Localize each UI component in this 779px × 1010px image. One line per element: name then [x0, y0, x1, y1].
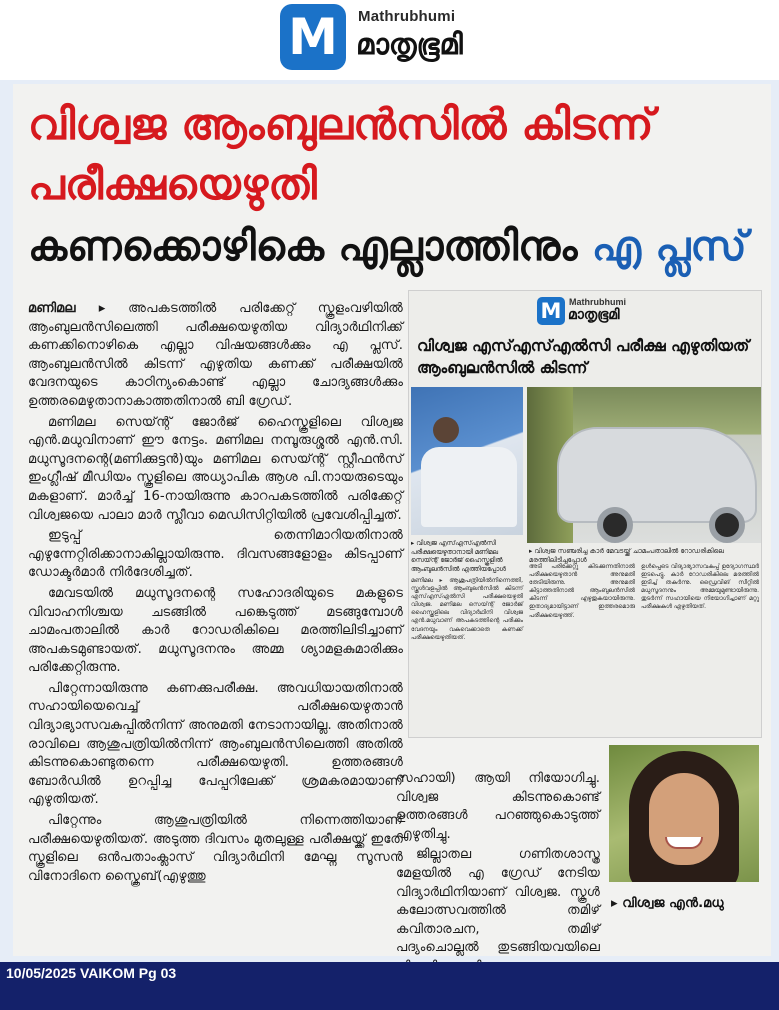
brand-name-english: Mathrubhumi: [358, 8, 456, 25]
brand-name-malayalam: മാതൃഭൂമി: [356, 27, 463, 61]
inset-photo-caption-2: ▸ വിശ്വജ സഞ്ചരിച്ച കാർ മേവടയ്ക്ക് ചാമംപതാലിൽ റോഡരികിലെ മരത്തിലിടിച്ചപ്പോൾ: [529, 547, 724, 564]
headline-line-3-text: കണക്കൊഴികെ എല്ലാത്തിനും: [28, 222, 578, 270]
caption-marker-icon: ▸: [611, 896, 618, 911]
article-paragraph-text: അപകടത്തിൽ പരിക്കേറ്റ് സ്കൂളംവഴിയിൽ ആംബുലൻസിലെത്തി പരീക്ഷയെഴുതിയ വിദ്യാർഥിനിക്ക് കണക്കിനൊഴികെ എല്ലാ വിഷയങ്ങൾക്കും എ പ്ലസ്. ആംബുലൻസിൽ കിടന്ന് എഴുതിയ കണക്ക് പരീക്ഷയിൽ വേദനയുടെ കാഠിന്യംകൊണ്ട് എല്ലാ ചോദ്യങ്ങൾക്കും ഉത്തരമെഴുതാനാകാത്തതിനാൽ ബി ഗ്രേഡ്.: [28, 301, 403, 409]
headline-line-1: വിശ്വജ ആംബുലൻസിൽ കിടന്ന്: [28, 100, 654, 150]
ambulance-exam-photo: [411, 387, 523, 535]
inset-brand-english: Mathrubhumi: [569, 297, 626, 307]
inset-logo-icon: M: [537, 297, 565, 325]
photo-person-head: [433, 417, 459, 443]
masthead: [0, 0, 779, 78]
inset-body-text: അടി പരിക്കേറ്റു കിടക്കുന്നതിനാൽ പരീക്ഷയെഴുതാൻ അനുമതി തേടിയിരുന്നു. അനുമതി കിട്ടാത്തതിനാൽ ആംബുലൻസിൽ കിടന്ന് എഴുതുകയായിരുന്നു. ഇതാദ്യമായിട്ടാണ് ഇത്തരമൊരു പരീക്ഷയെഴുത്ത്.: [529, 563, 635, 619]
logo-letter: M: [288, 8, 338, 66]
portrait-face: [649, 773, 719, 865]
article-paragraph: [28, 300, 403, 412]
student-portrait-photo: [609, 745, 759, 882]
article-paragraph: ജില്ലാതല ഗണിതശാസ്ത്ര മേളയിൽ എ ഗ്രേഡ് നേടിയ വിദ്യാർഥിനിയാണ് വിശ്വജ. സ്കൂൾ കലോത്സവത്തിൽ തമിഴ് കവിതാരചന, തമിഴ് പദ്യംചൊല്ലൽ തുടങ്ങിയവയിലെ: [396, 847, 600, 956]
article-body-left: [28, 300, 403, 888]
edition-date-page: 10/05/2025 VAIKOM Pg 03: [6, 965, 177, 981]
article-body-right: [396, 770, 600, 979]
headline-line-2: പരീക്ഷയെഴുതി: [28, 160, 317, 210]
photo-stretcher-sheet: [421, 447, 517, 527]
article-paragraph: മേവടയിൽ മധുസൂദനന്റെ സഹോദരിയുടെ മകളുടെ വിവാഹനിശ്ചയ ചടങ്ങിൽ പങ്കെടുത്ത് മടങ്ങുമ്പോൾ ചാമംപതാലിൽ കാർ റോഡരികിലെ മരത്തിലിടിച്ചാണ് അപകടമുണ്ടായത്. മധുസൂദനനും അമ്മ ശ്യാമളകുമാരിക്കും പരിക്കേറ്റിരുന്നു.: [28, 585, 403, 676]
article-paragraph: പിറ്റേന്നും ആശുപത്രിയിൽ നിന്നെത്തിയാണ് പരീക്ഷയെഴുതിയത്. അടുത്ത ദിവസം മുതലുള്ള പരീക്ഷയ്ക്ക് ഇതേ സ്കൂളിലെ ഒൻപതാംക്ലാസ് വിദ്യാർഥിനി മേഘ്ന സൂസൻ വിനോദിനെ സ്ക്രൈബ്(എഴുത്തു: [28, 813, 403, 884]
article-paragraph: സഹായി) ആയി നിയോഗിച്ചു. വിശ്വജ കിടന്നുകൊണ്ട് ഉത്തരങ്ങൾ പറഞ്ഞുകൊടുത്ത് എഴുതിച്ചു.: [396, 771, 600, 842]
inset-earlier-report: [408, 290, 762, 738]
article-paragraph: പിറ്റേന്നായിരുന്നു കണക്കുപരീക്ഷ. അവധിയായതിനാൽ സഹായിയെവെച്ച് പരീക്ഷയെഴുതാൻ വിദ്യാഭ്യാസവകുപ്പിൽനിന്ന് അനുമതി നേടാനായില്ല. അതിനാൽ രാവിലെ ആശുപത്രിയിൽനിന്ന് ആംബുലൻസിലെത്തി അതിൽ കിടന്നുകൊണ്ടുതന്നെ പരീക്ഷയെഴുതി. ഉത്തരങ്ങൾ ബോർഡിൽ ഉറപ്പിച്ച പേപ്പറിലേക്ക് ശ്രമകരമായാണ് എഴുതിയത്.: [28, 680, 403, 808]
portrait-smile: [665, 837, 703, 849]
inset-body-text: ഉൾപ്പെടെ വിദ്യാഭ്യാസവകുപ്പ് ഉദ്യോഗസ്ഥർ ഇടപെട്ടു. കാർ റോഡരികിലെ മരത്തിൽ ഇടിച്ച് തകർന്നു. ഡ്രൈവിങ് സീറ്റിൽ മധുസൂദനനും അമ്മയുമുണ്ടായിരുന്നു. തുടർന്ന് സഹായിയെ നിയോഗിച്ചാണ് മറ്റു പരീക്ഷകൾ എഴുതിയത്.: [641, 563, 759, 611]
inset-brand-malayalam: മാതൃഭൂമി: [568, 307, 620, 323]
inset-photo-caption-1: ▸ വിശ്വജ എസ്എസ്എൽസി പരീക്ഷയെഴുതാനായി മണിമല സെയ്ന്റ് ജോർജ് ഹൈസ്കൂളിൽ ആംബുലൻസിൽ എത്തിയപ്പോൾ: [411, 539, 506, 573]
edition-footer-bar: [0, 962, 779, 1010]
article-paragraph: ഇടുപ്പ് തെന്നിമാറിയതിനാൽ എഴുന്നേറ്റിരിക്കാനാകില്ലായിരുന്നു. ദിവസങ്ങളോളം കിടപ്പാണ് ഡോക്ടർമാർ നിർദേശിച്ചത്.: [28, 528, 403, 581]
headline-a-plus: എ പ്ലസ്: [591, 222, 747, 270]
mathrubhumi-logo-icon: [280, 4, 346, 70]
headline-line-3: [28, 222, 747, 271]
portrait-caption-text: വിശ്വജ എൻ.മധു: [622, 896, 724, 911]
dateline: മണിമല ▸: [28, 301, 106, 316]
portrait-caption: [611, 896, 724, 911]
article-paragraph: മണിമല സെയ്ന്റ് ജോർജ് ഹൈസ്കൂളിലെ വിശ്വജ എൻ.മധുവിനാണ് ഈ നേട്ടം. മണിമല നമ്പൂരുശ്ശൽ എൻ.സി. മധുസൂദനന്റെ(മണിക്കുട്ടൻ)യും മണിമല സെയ്ന്റ് സ്റ്റീഫൻസ് ഇംഗ്ലീഷ് മീഡിയം സ്കൂളിലെ അധ്യാപിക ആശ പി.നായരുടെയും മകളാണ്. മാർച്ച് 16-നായിരുന്നു കാറപകടത്തിൽ പരിക്കേറ്റ് വിശ്വജയെ പാലാ മാർ സ്ലീവാ മെഡിസിറ്റിയിൽ പ്രവേശിപ്പിച്ചത്.: [28, 414, 403, 523]
photo-car-wheel: [709, 507, 745, 543]
inset-headline: വിശ്വജ എസ്എസ്എൽസി പരീക്ഷ എഴുതിയത് ആംബുലൻസിൽ കിടന്ന്: [417, 337, 750, 377]
inset-body-text: മണിമല ▸ ആശുപത്രിയിൽനിന്നെത്തി, സ്കൂൾവളപ്പിൽ ആംബുലൻസിൽ കിടന്ന് എസ്എസ്എൽസി പരീക്ഷയെഴുതി വിശ്വജ. മണിമല സെയ്ന്റ് ജോർജ് ഹൈസ്കൂളിലെ വിദ്യാർഥിനി വിശ്വജ എൻ.മധുവാണ് അപകടത്തിന്റെ പരിക്കും വേദനയും വകവെക്കാതെ കണക്ക് പരീക്ഷയെഴുതിയത്.: [411, 577, 523, 641]
accident-car-photo: [527, 387, 761, 543]
photo-car-wheel: [597, 507, 633, 543]
